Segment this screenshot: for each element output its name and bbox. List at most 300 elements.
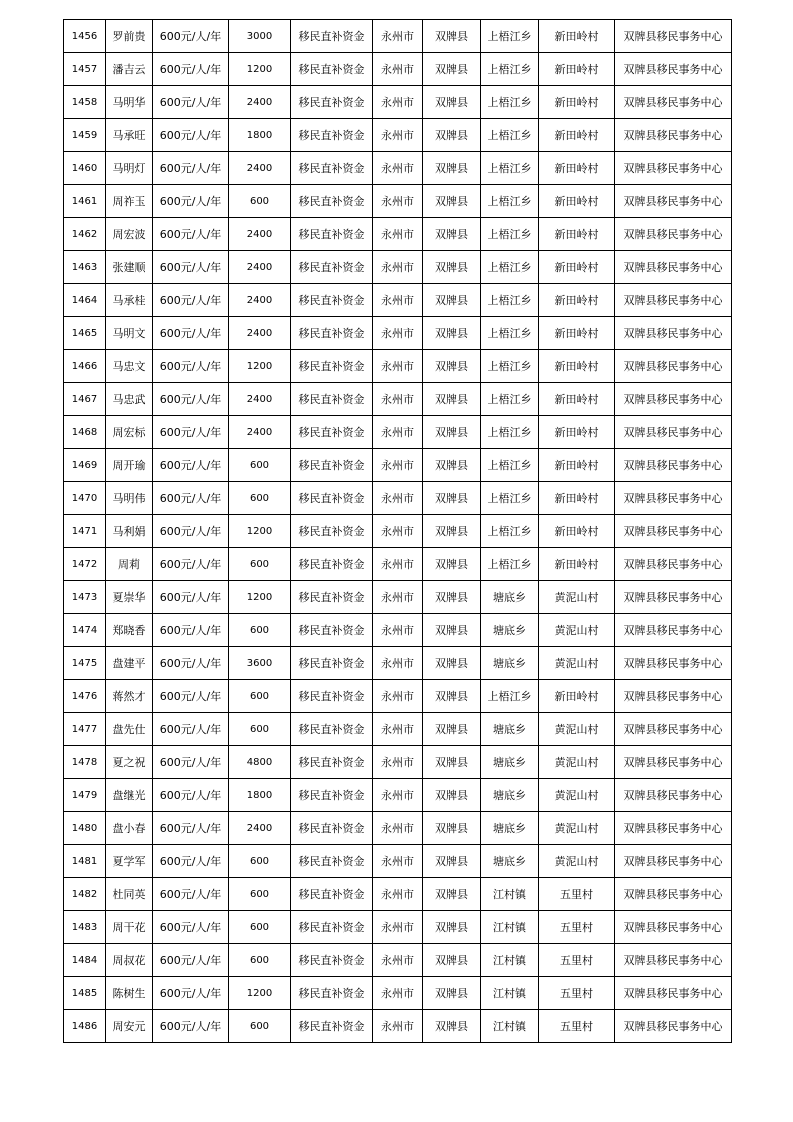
cell-standard: 600元/人/年 bbox=[153, 119, 229, 152]
cell-township: 上梧江乡 bbox=[481, 185, 539, 218]
cell-city: 永州市 bbox=[373, 317, 423, 350]
cell-fund-type: 移民直补资金 bbox=[291, 746, 373, 779]
cell-township: 江村镇 bbox=[481, 1010, 539, 1043]
cell-township: 上梧江乡 bbox=[481, 20, 539, 53]
cell-fund-type: 移民直补资金 bbox=[291, 911, 373, 944]
cell-city: 永州市 bbox=[373, 713, 423, 746]
cell-standard: 600元/人/年 bbox=[153, 944, 229, 977]
cell-agency: 双牌县移民事务中心 bbox=[615, 845, 732, 878]
cell-city: 永州市 bbox=[373, 482, 423, 515]
cell-standard: 600元/人/年 bbox=[153, 20, 229, 53]
cell-id: 1484 bbox=[64, 944, 106, 977]
cell-city: 永州市 bbox=[373, 680, 423, 713]
cell-city: 永州市 bbox=[373, 416, 423, 449]
cell-name: 张建顺 bbox=[106, 251, 153, 284]
cell-standard: 600元/人/年 bbox=[153, 911, 229, 944]
cell-id: 1485 bbox=[64, 977, 106, 1010]
cell-village: 五里村 bbox=[539, 1010, 615, 1043]
cell-county: 双牌县 bbox=[423, 218, 481, 251]
cell-fund-type: 移民直补资金 bbox=[291, 1010, 373, 1043]
cell-standard: 600元/人/年 bbox=[153, 53, 229, 86]
cell-id: 1462 bbox=[64, 218, 106, 251]
cell-id: 1465 bbox=[64, 317, 106, 350]
cell-standard: 600元/人/年 bbox=[153, 713, 229, 746]
cell-id: 1477 bbox=[64, 713, 106, 746]
subsidy-table bbox=[63, 19, 732, 1043]
cell-city: 永州市 bbox=[373, 53, 423, 86]
cell-county: 双牌县 bbox=[423, 779, 481, 812]
cell-village: 黄泥山村 bbox=[539, 713, 615, 746]
cell-city: 永州市 bbox=[373, 284, 423, 317]
cell-amount: 600 bbox=[229, 680, 291, 713]
cell-amount: 600 bbox=[229, 614, 291, 647]
cell-fund-type: 移民直补资金 bbox=[291, 581, 373, 614]
cell-amount: 2400 bbox=[229, 812, 291, 845]
table-row bbox=[64, 86, 732, 119]
cell-agency: 双牌县移民事务中心 bbox=[615, 284, 732, 317]
cell-fund-type: 移民直补资金 bbox=[291, 680, 373, 713]
cell-agency: 双牌县移民事务中心 bbox=[615, 482, 732, 515]
cell-township: 塘底乡 bbox=[481, 581, 539, 614]
cell-fund-type: 移民直补资金 bbox=[291, 383, 373, 416]
cell-agency: 双牌县移民事务中心 bbox=[615, 218, 732, 251]
cell-name: 周开瑜 bbox=[106, 449, 153, 482]
table-row bbox=[64, 812, 732, 845]
cell-village: 新田岭村 bbox=[539, 680, 615, 713]
cell-township: 江村镇 bbox=[481, 977, 539, 1010]
cell-village: 新田岭村 bbox=[539, 515, 615, 548]
cell-amount: 600 bbox=[229, 1010, 291, 1043]
table-row bbox=[64, 614, 732, 647]
cell-name: 夏之祝 bbox=[106, 746, 153, 779]
cell-fund-type: 移民直补资金 bbox=[291, 152, 373, 185]
cell-standard: 600元/人/年 bbox=[153, 482, 229, 515]
cell-amount: 600 bbox=[229, 482, 291, 515]
cell-amount: 2400 bbox=[229, 416, 291, 449]
cell-name: 马承旺 bbox=[106, 119, 153, 152]
cell-standard: 600元/人/年 bbox=[153, 614, 229, 647]
table-row bbox=[64, 251, 732, 284]
cell-standard: 600元/人/年 bbox=[153, 548, 229, 581]
cell-county: 双牌县 bbox=[423, 977, 481, 1010]
table-row bbox=[64, 185, 732, 218]
cell-standard: 600元/人/年 bbox=[153, 350, 229, 383]
cell-village: 黄泥山村 bbox=[539, 779, 615, 812]
table-row bbox=[64, 317, 732, 350]
cell-name: 马承桂 bbox=[106, 284, 153, 317]
cell-village: 黄泥山村 bbox=[539, 845, 615, 878]
cell-city: 永州市 bbox=[373, 251, 423, 284]
cell-id: 1466 bbox=[64, 350, 106, 383]
table-row bbox=[64, 416, 732, 449]
cell-amount: 1800 bbox=[229, 779, 291, 812]
cell-amount: 2400 bbox=[229, 86, 291, 119]
cell-county: 双牌县 bbox=[423, 713, 481, 746]
table-row bbox=[64, 713, 732, 746]
cell-agency: 双牌县移民事务中心 bbox=[615, 152, 732, 185]
cell-name: 周宏标 bbox=[106, 416, 153, 449]
cell-county: 双牌县 bbox=[423, 152, 481, 185]
cell-township: 上梧江乡 bbox=[481, 680, 539, 713]
cell-standard: 600元/人/年 bbox=[153, 1010, 229, 1043]
cell-fund-type: 移民直补资金 bbox=[291, 86, 373, 119]
cell-name: 潘吉云 bbox=[106, 53, 153, 86]
cell-agency: 双牌县移民事务中心 bbox=[615, 251, 732, 284]
table-row bbox=[64, 680, 732, 713]
cell-standard: 600元/人/年 bbox=[153, 746, 229, 779]
cell-city: 永州市 bbox=[373, 548, 423, 581]
cell-id: 1456 bbox=[64, 20, 106, 53]
cell-city: 永州市 bbox=[373, 779, 423, 812]
cell-id: 1479 bbox=[64, 779, 106, 812]
cell-name: 马利娟 bbox=[106, 515, 153, 548]
cell-village: 新田岭村 bbox=[539, 119, 615, 152]
cell-id: 1470 bbox=[64, 482, 106, 515]
cell-village: 黄泥山村 bbox=[539, 581, 615, 614]
cell-fund-type: 移民直补资金 bbox=[291, 713, 373, 746]
cell-village: 新田岭村 bbox=[539, 383, 615, 416]
cell-city: 永州市 bbox=[373, 647, 423, 680]
cell-fund-type: 移民直补资金 bbox=[291, 878, 373, 911]
cell-city: 永州市 bbox=[373, 1010, 423, 1043]
cell-township: 江村镇 bbox=[481, 911, 539, 944]
cell-city: 永州市 bbox=[373, 944, 423, 977]
table-row bbox=[64, 845, 732, 878]
table-row bbox=[64, 1010, 732, 1043]
cell-amount: 600 bbox=[229, 944, 291, 977]
cell-standard: 600元/人/年 bbox=[153, 581, 229, 614]
cell-amount: 2400 bbox=[229, 284, 291, 317]
table-row bbox=[64, 218, 732, 251]
cell-county: 双牌县 bbox=[423, 449, 481, 482]
cell-id: 1469 bbox=[64, 449, 106, 482]
cell-name: 盘小春 bbox=[106, 812, 153, 845]
cell-name: 马明文 bbox=[106, 317, 153, 350]
cell-city: 永州市 bbox=[373, 977, 423, 1010]
cell-fund-type: 移民直补资金 bbox=[291, 284, 373, 317]
cell-agency: 双牌县移民事务中心 bbox=[615, 317, 732, 350]
cell-fund-type: 移民直补资金 bbox=[291, 218, 373, 251]
cell-county: 双牌县 bbox=[423, 383, 481, 416]
cell-agency: 双牌县移民事务中心 bbox=[615, 812, 732, 845]
cell-fund-type: 移民直补资金 bbox=[291, 845, 373, 878]
cell-county: 双牌县 bbox=[423, 647, 481, 680]
cell-name: 周叔花 bbox=[106, 944, 153, 977]
table-row bbox=[64, 911, 732, 944]
cell-amount: 3000 bbox=[229, 20, 291, 53]
table-row bbox=[64, 746, 732, 779]
cell-city: 永州市 bbox=[373, 845, 423, 878]
cell-id: 1482 bbox=[64, 878, 106, 911]
cell-name: 盘先仕 bbox=[106, 713, 153, 746]
cell-agency: 双牌县移民事务中心 bbox=[615, 746, 732, 779]
cell-city: 永州市 bbox=[373, 614, 423, 647]
cell-amount: 600 bbox=[229, 185, 291, 218]
cell-amount: 1200 bbox=[229, 977, 291, 1010]
table-row bbox=[64, 515, 732, 548]
cell-amount: 1200 bbox=[229, 53, 291, 86]
table-body bbox=[64, 20, 732, 1043]
cell-township: 塘底乡 bbox=[481, 746, 539, 779]
cell-name: 周安元 bbox=[106, 1010, 153, 1043]
cell-id: 1473 bbox=[64, 581, 106, 614]
cell-village: 新田岭村 bbox=[539, 152, 615, 185]
cell-city: 永州市 bbox=[373, 878, 423, 911]
cell-county: 双牌县 bbox=[423, 119, 481, 152]
cell-name: 盘继光 bbox=[106, 779, 153, 812]
cell-village: 新田岭村 bbox=[539, 449, 615, 482]
cell-township: 上梧江乡 bbox=[481, 251, 539, 284]
cell-agency: 双牌县移民事务中心 bbox=[615, 878, 732, 911]
cell-id: 1478 bbox=[64, 746, 106, 779]
cell-fund-type: 移民直补资金 bbox=[291, 449, 373, 482]
cell-township: 塘底乡 bbox=[481, 812, 539, 845]
cell-name: 夏学军 bbox=[106, 845, 153, 878]
table-row bbox=[64, 482, 732, 515]
cell-amount: 2400 bbox=[229, 218, 291, 251]
cell-standard: 600元/人/年 bbox=[153, 449, 229, 482]
cell-agency: 双牌县移民事务中心 bbox=[615, 911, 732, 944]
cell-id: 1468 bbox=[64, 416, 106, 449]
cell-village: 五里村 bbox=[539, 944, 615, 977]
cell-township: 上梧江乡 bbox=[481, 152, 539, 185]
cell-agency: 双牌县移民事务中心 bbox=[615, 944, 732, 977]
cell-county: 双牌县 bbox=[423, 515, 481, 548]
cell-township: 上梧江乡 bbox=[481, 515, 539, 548]
cell-agency: 双牌县移民事务中心 bbox=[615, 86, 732, 119]
cell-township: 塘底乡 bbox=[481, 779, 539, 812]
cell-fund-type: 移民直补资金 bbox=[291, 647, 373, 680]
cell-amount: 600 bbox=[229, 548, 291, 581]
table-row bbox=[64, 647, 732, 680]
cell-id: 1474 bbox=[64, 614, 106, 647]
cell-township: 江村镇 bbox=[481, 878, 539, 911]
cell-amount: 600 bbox=[229, 845, 291, 878]
cell-city: 永州市 bbox=[373, 86, 423, 119]
cell-name: 周干花 bbox=[106, 911, 153, 944]
table-row bbox=[64, 548, 732, 581]
cell-name: 周祚玉 bbox=[106, 185, 153, 218]
cell-agency: 双牌县移民事务中心 bbox=[615, 977, 732, 1010]
cell-fund-type: 移民直补资金 bbox=[291, 119, 373, 152]
cell-amount: 1200 bbox=[229, 350, 291, 383]
cell-county: 双牌县 bbox=[423, 482, 481, 515]
cell-county: 双牌县 bbox=[423, 20, 481, 53]
cell-township: 上梧江乡 bbox=[481, 416, 539, 449]
cell-fund-type: 移民直补资金 bbox=[291, 251, 373, 284]
cell-amount: 1200 bbox=[229, 515, 291, 548]
cell-name: 夏崇华 bbox=[106, 581, 153, 614]
cell-id: 1464 bbox=[64, 284, 106, 317]
cell-county: 双牌县 bbox=[423, 845, 481, 878]
cell-fund-type: 移民直补资金 bbox=[291, 977, 373, 1010]
cell-county: 双牌县 bbox=[423, 350, 481, 383]
cell-township: 上梧江乡 bbox=[481, 86, 539, 119]
cell-village: 新田岭村 bbox=[539, 416, 615, 449]
cell-township: 上梧江乡 bbox=[481, 482, 539, 515]
table-row bbox=[64, 119, 732, 152]
cell-township: 塘底乡 bbox=[481, 647, 539, 680]
cell-fund-type: 移民直补资金 bbox=[291, 515, 373, 548]
cell-standard: 600元/人/年 bbox=[153, 383, 229, 416]
cell-village: 黄泥山村 bbox=[539, 647, 615, 680]
cell-id: 1480 bbox=[64, 812, 106, 845]
cell-agency: 双牌县移民事务中心 bbox=[615, 449, 732, 482]
table-row bbox=[64, 383, 732, 416]
cell-fund-type: 移民直补资金 bbox=[291, 185, 373, 218]
cell-agency: 双牌县移民事务中心 bbox=[615, 350, 732, 383]
cell-name: 盘建平 bbox=[106, 647, 153, 680]
table-row bbox=[64, 449, 732, 482]
cell-amount: 2400 bbox=[229, 152, 291, 185]
cell-agency: 双牌县移民事务中心 bbox=[615, 383, 732, 416]
cell-agency: 双牌县移民事务中心 bbox=[615, 647, 732, 680]
cell-township: 塘底乡 bbox=[481, 614, 539, 647]
cell-village: 新田岭村 bbox=[539, 548, 615, 581]
cell-id: 1475 bbox=[64, 647, 106, 680]
cell-name: 马明灯 bbox=[106, 152, 153, 185]
cell-county: 双牌县 bbox=[423, 746, 481, 779]
table-row bbox=[64, 350, 732, 383]
cell-agency: 双牌县移民事务中心 bbox=[615, 680, 732, 713]
cell-agency: 双牌县移民事务中心 bbox=[615, 713, 732, 746]
cell-standard: 600元/人/年 bbox=[153, 878, 229, 911]
cell-id: 1472 bbox=[64, 548, 106, 581]
cell-name: 罗前贵 bbox=[106, 20, 153, 53]
cell-name: 周莉 bbox=[106, 548, 153, 581]
cell-fund-type: 移民直补资金 bbox=[291, 350, 373, 383]
cell-amount: 600 bbox=[229, 878, 291, 911]
cell-village: 新田岭村 bbox=[539, 350, 615, 383]
cell-name: 杜同英 bbox=[106, 878, 153, 911]
cell-city: 永州市 bbox=[373, 911, 423, 944]
table-row bbox=[64, 152, 732, 185]
cell-township: 上梧江乡 bbox=[481, 119, 539, 152]
table-row bbox=[64, 53, 732, 86]
cell-standard: 600元/人/年 bbox=[153, 86, 229, 119]
cell-amount: 2400 bbox=[229, 251, 291, 284]
cell-city: 永州市 bbox=[373, 449, 423, 482]
cell-agency: 双牌县移民事务中心 bbox=[615, 779, 732, 812]
cell-village: 新田岭村 bbox=[539, 482, 615, 515]
cell-city: 永州市 bbox=[373, 746, 423, 779]
cell-county: 双牌县 bbox=[423, 581, 481, 614]
table-row bbox=[64, 581, 732, 614]
cell-city: 永州市 bbox=[373, 185, 423, 218]
cell-village: 五里村 bbox=[539, 977, 615, 1010]
cell-id: 1463 bbox=[64, 251, 106, 284]
cell-fund-type: 移民直补资金 bbox=[291, 482, 373, 515]
cell-county: 双牌县 bbox=[423, 614, 481, 647]
cell-village: 新田岭村 bbox=[539, 317, 615, 350]
cell-township: 上梧江乡 bbox=[481, 383, 539, 416]
cell-id: 1471 bbox=[64, 515, 106, 548]
cell-standard: 600元/人/年 bbox=[153, 317, 229, 350]
cell-id: 1458 bbox=[64, 86, 106, 119]
cell-county: 双牌县 bbox=[423, 944, 481, 977]
cell-amount: 600 bbox=[229, 713, 291, 746]
cell-fund-type: 移民直补资金 bbox=[291, 779, 373, 812]
cell-amount: 600 bbox=[229, 449, 291, 482]
cell-city: 永州市 bbox=[373, 383, 423, 416]
cell-agency: 双牌县移民事务中心 bbox=[615, 614, 732, 647]
cell-amount: 3600 bbox=[229, 647, 291, 680]
cell-city: 永州市 bbox=[373, 515, 423, 548]
cell-agency: 双牌县移民事务中心 bbox=[615, 20, 732, 53]
cell-agency: 双牌县移民事务中心 bbox=[615, 119, 732, 152]
cell-id: 1457 bbox=[64, 53, 106, 86]
cell-standard: 600元/人/年 bbox=[153, 152, 229, 185]
cell-name: 马忠文 bbox=[106, 350, 153, 383]
cell-township: 塘底乡 bbox=[481, 845, 539, 878]
cell-county: 双牌县 bbox=[423, 548, 481, 581]
cell-township: 上梧江乡 bbox=[481, 218, 539, 251]
cell-village: 黄泥山村 bbox=[539, 614, 615, 647]
cell-county: 双牌县 bbox=[423, 284, 481, 317]
cell-fund-type: 移民直补资金 bbox=[291, 20, 373, 53]
cell-name: 周宏波 bbox=[106, 218, 153, 251]
cell-standard: 600元/人/年 bbox=[153, 284, 229, 317]
cell-id: 1486 bbox=[64, 1010, 106, 1043]
table-row bbox=[64, 779, 732, 812]
cell-amount: 1200 bbox=[229, 581, 291, 614]
cell-standard: 600元/人/年 bbox=[153, 416, 229, 449]
cell-name: 陈树生 bbox=[106, 977, 153, 1010]
cell-agency: 双牌县移民事务中心 bbox=[615, 53, 732, 86]
cell-village: 新田岭村 bbox=[539, 53, 615, 86]
cell-amount: 2400 bbox=[229, 317, 291, 350]
table-row bbox=[64, 20, 732, 53]
cell-name: 马明伟 bbox=[106, 482, 153, 515]
cell-village: 新田岭村 bbox=[539, 284, 615, 317]
cell-county: 双牌县 bbox=[423, 251, 481, 284]
cell-city: 永州市 bbox=[373, 350, 423, 383]
cell-village: 黄泥山村 bbox=[539, 746, 615, 779]
cell-name: 蒋然才 bbox=[106, 680, 153, 713]
cell-city: 永州市 bbox=[373, 218, 423, 251]
cell-township: 上梧江乡 bbox=[481, 350, 539, 383]
cell-standard: 600元/人/年 bbox=[153, 845, 229, 878]
cell-township: 上梧江乡 bbox=[481, 317, 539, 350]
cell-county: 双牌县 bbox=[423, 317, 481, 350]
cell-fund-type: 移民直补资金 bbox=[291, 53, 373, 86]
cell-amount: 1800 bbox=[229, 119, 291, 152]
cell-village: 新田岭村 bbox=[539, 185, 615, 218]
cell-id: 1483 bbox=[64, 911, 106, 944]
cell-county: 双牌县 bbox=[423, 1010, 481, 1043]
cell-standard: 600元/人/年 bbox=[153, 812, 229, 845]
cell-standard: 600元/人/年 bbox=[153, 185, 229, 218]
cell-county: 双牌县 bbox=[423, 680, 481, 713]
cell-city: 永州市 bbox=[373, 581, 423, 614]
table-row bbox=[64, 284, 732, 317]
cell-standard: 600元/人/年 bbox=[153, 680, 229, 713]
cell-id: 1461 bbox=[64, 185, 106, 218]
cell-village: 新田岭村 bbox=[539, 86, 615, 119]
cell-standard: 600元/人/年 bbox=[153, 218, 229, 251]
cell-standard: 600元/人/年 bbox=[153, 251, 229, 284]
cell-fund-type: 移民直补资金 bbox=[291, 614, 373, 647]
cell-standard: 600元/人/年 bbox=[153, 515, 229, 548]
cell-agency: 双牌县移民事务中心 bbox=[615, 1010, 732, 1043]
cell-standard: 600元/人/年 bbox=[153, 977, 229, 1010]
cell-agency: 双牌县移民事务中心 bbox=[615, 581, 732, 614]
cell-city: 永州市 bbox=[373, 152, 423, 185]
cell-county: 双牌县 bbox=[423, 878, 481, 911]
cell-township: 塘底乡 bbox=[481, 713, 539, 746]
cell-fund-type: 移民直补资金 bbox=[291, 812, 373, 845]
cell-name: 马忠武 bbox=[106, 383, 153, 416]
